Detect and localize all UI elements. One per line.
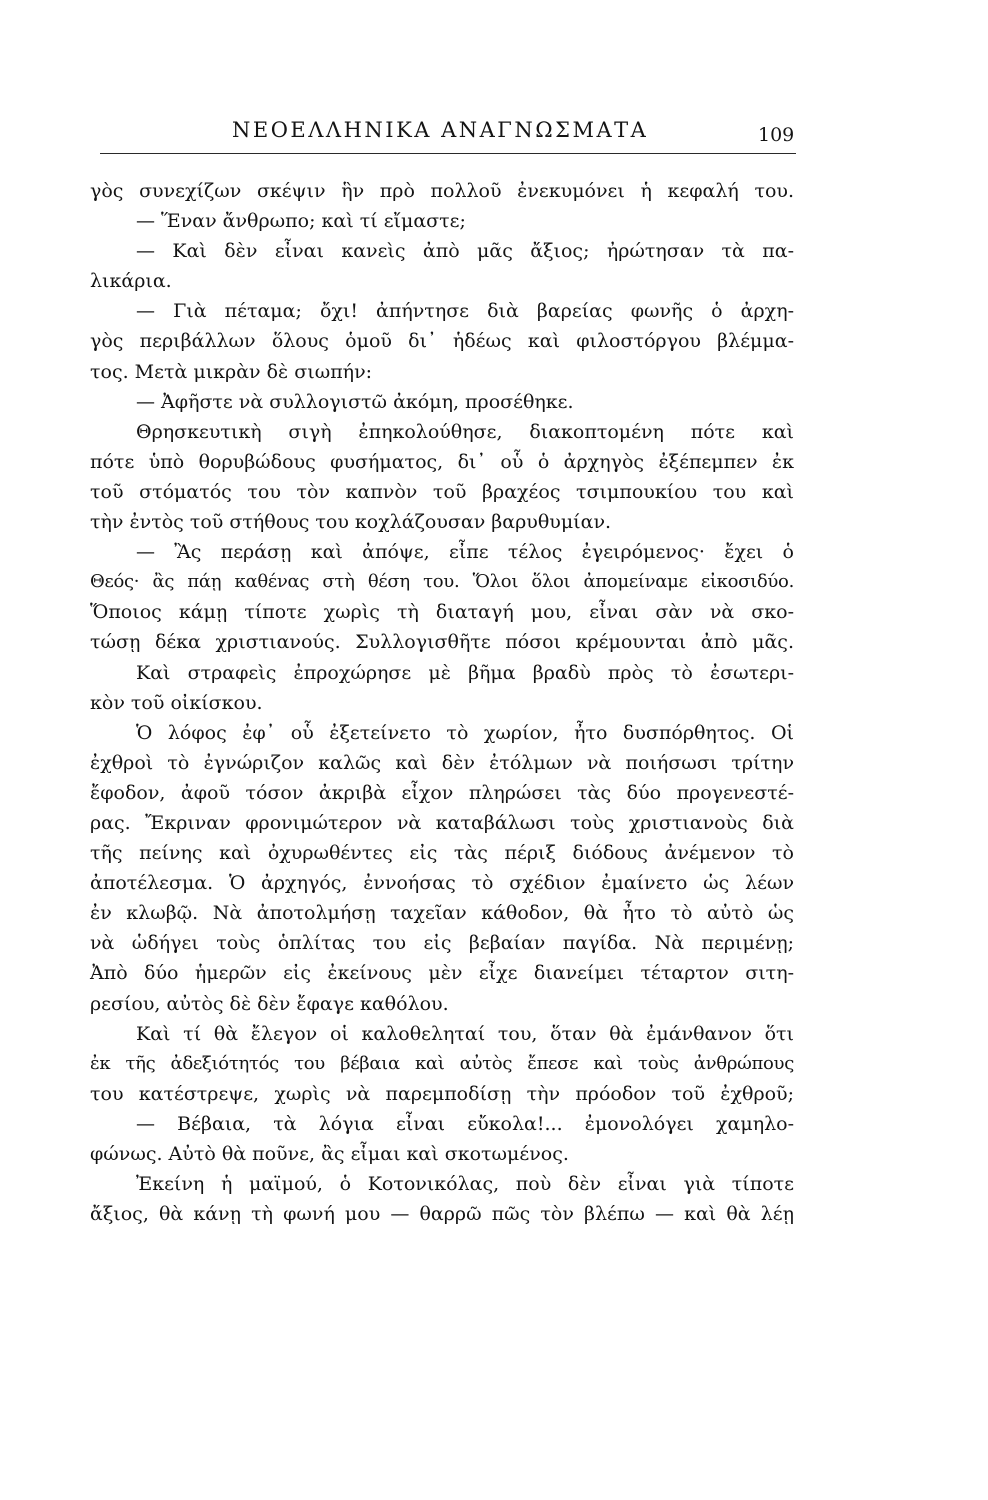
- text-line: τῆς πείνης καὶ ὀχυρωθέντες εἰς τὰς πέριξ διόδους ἀνέμενον τὸ: [90, 842, 794, 865]
- text-line: Ὁ λόφος ἐφ᾽ οὗ ἐξετείνετο τὸ χωρίον, ἦτο δυσπόρθητος. Οἱ: [136, 721, 794, 744]
- page-number: 109: [758, 124, 795, 146]
- text-line: λικάρια.: [90, 270, 172, 293]
- text-line: τώσῃ δέκα χριστιανούς. Συλλογισθῆτε πόσοι κρέμουνται ἀπὸ μᾶς.: [90, 631, 794, 654]
- text-line: Θρησκευτικὴ σιγὴ ἐπηκολούθησε, διακοπτομένη πότε καὶ: [136, 420, 794, 443]
- text-line: γὸς συνεχίζων σκέψιν ἣν πρὸ πολλοῦ ἐνεκυμόνει ἡ κεφαλή του.: [90, 180, 794, 202]
- text-line: — Γιὰ πέταμα; ὄχι! ἀπήντησε διὰ βαρείας φωνῆς ὁ ἀρχη-: [136, 300, 794, 323]
- body-text: [90, 176, 794, 1229]
- text-line: Καὶ στραφεὶς ἐπροχώρησε μὲ βῆμα βραδὺ πρὸς τὸ ἐσωτερι-: [136, 661, 794, 684]
- text-line: γὸς περιβάλλων ὅλους ὁμοῦ δι᾽ ἡδέως καὶ φιλοστόργου βλέμμα-: [90, 330, 794, 353]
- text-line: Καὶ τί θὰ ἔλεγον οἱ καλοθεληταί του, ὅταν θὰ ἐμάνθανον ὅτι: [136, 1022, 794, 1045]
- text-line: του κατέστρεψε, χωρὶς νὰ παρεμποδίσῃ τὴν πρόοδον τοῦ ἐχθροῦ;: [90, 1082, 794, 1105]
- text-line: ἐκ τῆς ἀδεξιότητός του βέβαια καὶ αὐτὸς ἔπεσε καὶ τοὺς ἀνθρώπους: [90, 1052, 794, 1074]
- text-line: — Ἕναν ἄνθρωπο; καὶ τί εἴμαστε;: [136, 210, 466, 233]
- text-line: — Βέβαια, τὰ λόγια εἶναι εὔκολα!... ἐμονολόγει χαμηλο-: [136, 1112, 794, 1135]
- text-line: ἄξιος, θὰ κάνῃ τὴ φωνή μου — θαρρῶ πῶς τὸν βλέπω — καὶ θὰ λέῃ: [90, 1203, 794, 1226]
- text-line: πότε ὑπὸ θορυβώδους φυσήματος, δι᾽ οὗ ὁ ἀρχηγὸς ἐξέπεμπεν ἐκ: [90, 450, 794, 473]
- text-line: — Ἀφῆστε νὰ συλλογιστῶ ἀκόμη, προσέθηκε.: [136, 390, 574, 413]
- text-line: Ὅποιος κάμῃ τίποτε χωρὶς τὴ διαταγή μου, εἶναι σὰν νὰ σκο-: [90, 601, 794, 624]
- text-line: ἔφοδον, ἀφοῦ τόσον ἀκριβὰ εἶχον πληρώσει τὰς δύο προγενεστέ-: [90, 781, 794, 804]
- text-line: — Καὶ δὲν εἶναι κανεὶς ἀπὸ μᾶς ἄξιος; ἠρώτησαν τὰ πα-: [136, 240, 794, 263]
- text-line: ρας. Ἔκριναν φρονιμώτερον νὰ καταβάλωσι τοὺς χριστιανοὺς διὰ: [90, 811, 794, 834]
- text-line: ἀποτέλεσμα. Ὁ ἀρχηγός, ἐννοήσας τὸ σχέδιον ἐμαίνετο ὡς λέων: [90, 872, 794, 895]
- text-line: ἐν κλωβῷ. Νὰ ἀποτολμήσῃ ταχεῖαν κάθοδον, θὰ ἦτο τὸ αὐτὸ ὡς: [90, 902, 794, 925]
- running-header-title: ΝΕΟΕΛΛΗΝΙΚΑ ΑΝΑΓΝΩΣΜΑΤΑ: [232, 118, 649, 142]
- text-line: τοῦ στόματός του τὸν καπνὸν τοῦ βραχέος τσιμπουκίου του καὶ: [90, 480, 794, 503]
- text-line: νὰ ὡδήγει τοὺς ὁπλίτας του εἰς βεβαίαν παγίδα. Νὰ περιμένῃ;: [90, 932, 794, 955]
- text-line: Θεός· ἂς πάῃ καθένας στὴ θέση του. Ὅλοι ὅλοι ἀπομείναμε εἰκοσιδύο.: [90, 571, 794, 593]
- text-line: ἐχθροὶ τὸ ἐγνώριζον καλῶς καὶ δὲν ἐτόλμων νὰ ποιήσωσι τρίτην: [90, 751, 794, 774]
- text-line: τὴν ἐντὸς τοῦ στήθους του κοχλάζουσαν βαρυθυμίαν.: [90, 511, 612, 534]
- text-line: Ἐκείνη ἡ μαϊμού, ὁ Κοτονικόλας, ποὺ δὲν εἶναι γιὰ τίποτε: [136, 1173, 794, 1196]
- header-rule: [100, 153, 796, 154]
- text-line: Ἀπὸ δύο ἡμερῶν εἰς ἐκείνους μὲν εἶχε διανείμει τέταρτον σιτη-: [90, 962, 794, 985]
- text-line: φώνως. Αὐτὸ θὰ ποῦνε, ἂς εἶμαι καὶ σκοτωμένος.: [90, 1143, 569, 1165]
- text-line: ρεσίου, αὐτὸς δὲ δὲν ἔφαγε καθόλου.: [90, 992, 449, 1015]
- text-line: τος. Μετὰ μικρὰν δὲ σιωπήν:: [90, 360, 373, 383]
- text-line: κὸν τοῦ οἰκίσκου.: [90, 691, 263, 714]
- text-line: — Ἂς περάσῃ καὶ ἀπόψε, εἶπε τέλος ἐγειρόμενος· ἔχει ὁ: [136, 541, 794, 564]
